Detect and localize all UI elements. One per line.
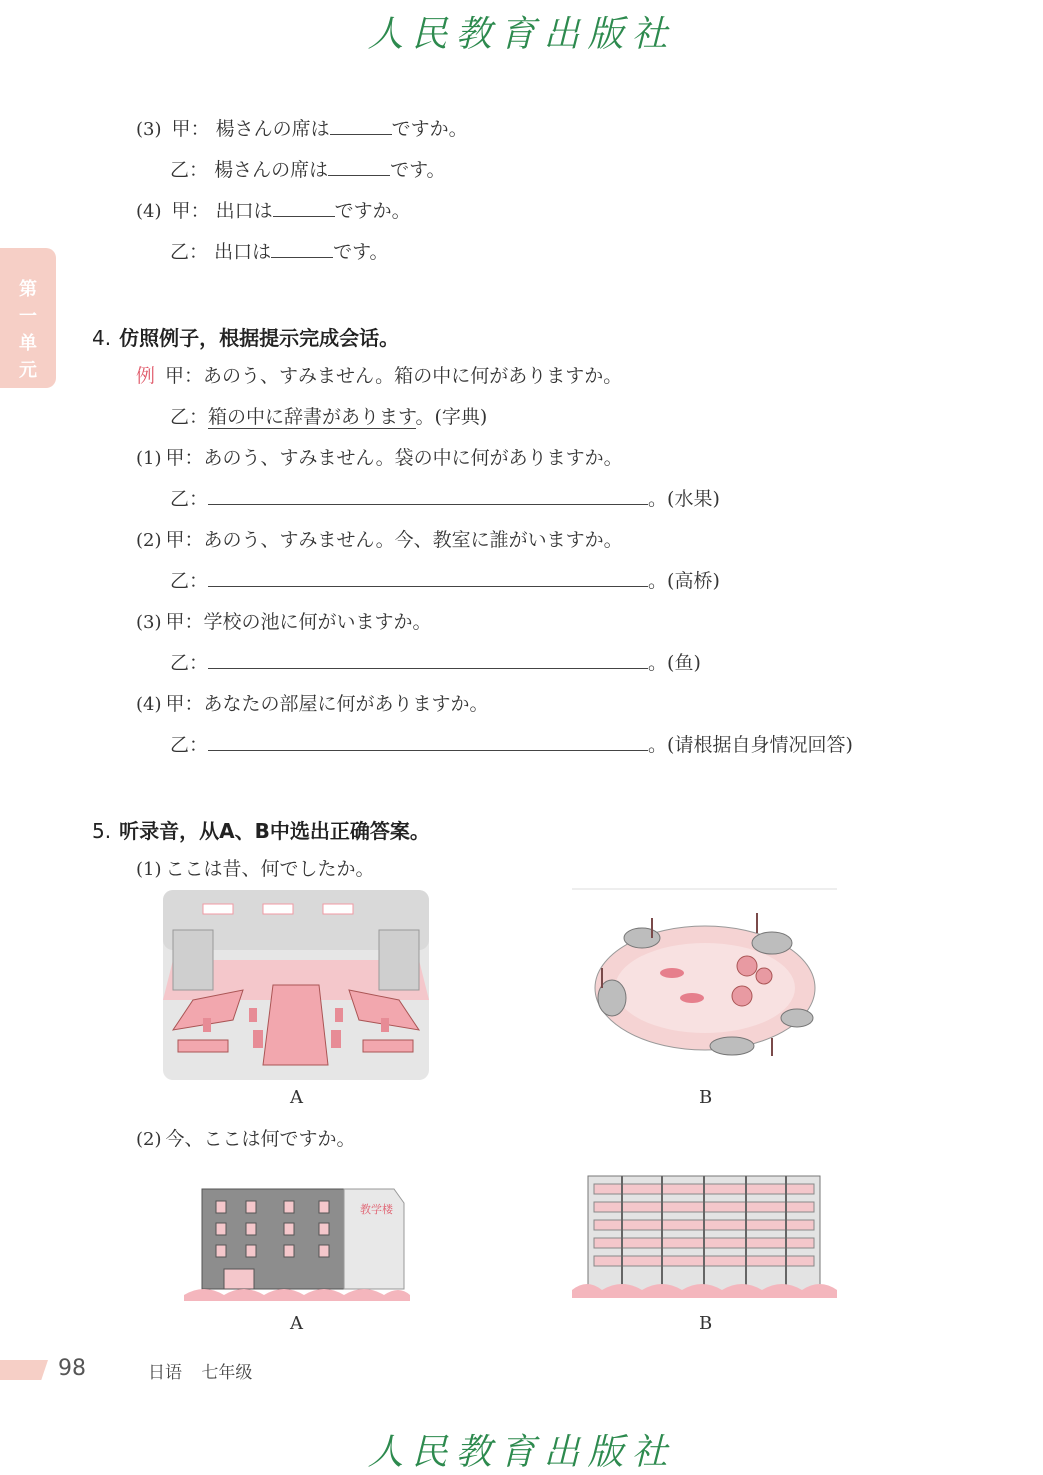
sentence-end: ですか。 <box>334 200 411 222</box>
speaker-label: 甲 <box>165 693 185 715</box>
q3-item-4-line-b: 乙： 出口は です。 <box>170 241 389 263</box>
item-number: (4) <box>136 201 162 222</box>
item-hint: 。(鱼) <box>648 652 701 674</box>
sentence-end: です。 <box>333 241 389 263</box>
unit-side-tab <box>0 248 56 388</box>
item-number: (1) <box>136 859 162 880</box>
building-sign: 教学楼 <box>360 1203 393 1216</box>
question-number: 4. <box>92 326 112 350</box>
q4-item-3-line-a: (3) 甲：学校の池に何がいますか。 <box>136 611 432 633</box>
example-question: あのう、すみません。箱の中に何がありますか。 <box>203 365 623 387</box>
sentence-end: ですか。 <box>391 118 468 140</box>
answer-blank[interactable] <box>208 650 648 669</box>
item-question: 今、ここは何ですか。 <box>165 1128 356 1150</box>
apartment-building-illustration[interactable] <box>572 1172 837 1300</box>
speaker-label: 乙 <box>170 652 190 674</box>
speaker-label: 乙 <box>170 734 190 756</box>
answer-blank[interactable] <box>208 486 648 505</box>
item-question: あのう、すみません。今、教室に誰がいますか。 <box>203 529 623 551</box>
q4-item-4-line-a: (4) 甲：あなたの部屋に何がありますか。 <box>136 693 489 715</box>
page-number: 98 <box>58 1356 86 1381</box>
item-number: (3) <box>136 119 162 140</box>
q4-item-1-line-a: (1) 甲：あのう、すみません。袋の中に何がありますか。 <box>136 447 623 469</box>
q3-item-4-line-a: (4) 甲： 出口は ですか。 <box>136 200 411 222</box>
item-number: (3) <box>136 612 162 633</box>
item-hint: 。(水果) <box>648 488 720 510</box>
publisher-logo: 人民教育出版社 <box>367 14 676 55</box>
item-number: (2) <box>136 1129 162 1150</box>
item-number: (4) <box>136 694 162 715</box>
question-title: 听录音，从A、B中选出正确答案。 <box>119 819 430 843</box>
teaching-building-illustration[interactable] <box>184 1183 410 1303</box>
item-hint: 。(请根据自身情况回答) <box>648 734 853 756</box>
example-answer: 箱の中に辞書があります <box>208 406 416 428</box>
item-number: (2) <box>136 530 162 551</box>
cafeteria-illustration[interactable] <box>163 890 429 1080</box>
speaker-label: 乙 <box>170 406 190 428</box>
unit-side-tab-label: 第一单元 <box>19 279 37 381</box>
q4-example-line-b: 乙：箱の中に辞書があります。(字典) <box>170 406 488 428</box>
sentence-end: です。 <box>390 159 446 181</box>
q5-item-2-question <box>136 1126 356 1153</box>
q4-item-2-line-b: 乙： 。(高桥) <box>170 570 720 592</box>
option-a-label: A <box>290 1087 303 1108</box>
item-hint: 。(高桥) <box>648 570 720 592</box>
item-question: あのう、すみません。袋の中に何がありますか。 <box>203 447 623 469</box>
answer-blank[interactable] <box>328 157 390 176</box>
pond-illustration[interactable] <box>572 888 837 1078</box>
q4-item-2-line-a: (2) 甲：あのう、すみません。今、教室に誰がいますか。 <box>136 529 623 551</box>
speaker-label: 乙 <box>170 159 190 181</box>
footer-accent-bar <box>0 1360 48 1380</box>
answer-blank[interactable] <box>273 198 335 217</box>
question-5-heading <box>92 815 430 844</box>
question-number: 5. <box>92 819 112 843</box>
q4-item-1-line-b: 乙： 。(水果) <box>170 488 720 510</box>
answer-blank[interactable] <box>271 239 333 258</box>
question-4-heading <box>92 322 399 351</box>
option-a-label: A <box>290 1313 303 1334</box>
answer-blank[interactable] <box>330 116 392 135</box>
item-number: (1) <box>136 448 162 469</box>
q5-item-1-question <box>136 856 375 883</box>
book-title: 日语 七年级 <box>148 1363 253 1383</box>
speaker-label: 乙 <box>170 241 190 263</box>
answer-blank[interactable] <box>208 732 648 751</box>
q4-example-line-a: 例 甲：あのう、すみません。箱の中に何がありますか。 <box>136 365 623 387</box>
speaker-label: 乙 <box>170 488 190 510</box>
q4-item-3-line-b: 乙： 。(鱼) <box>170 652 701 674</box>
example-label: 例 <box>136 365 156 387</box>
answer-blank[interactable] <box>208 568 648 587</box>
q3-item-3-line-a: (3) 甲： 楊さんの席は ですか。 <box>136 118 468 140</box>
sentence-start: 楊さんの席は <box>214 159 329 181</box>
sentence-start: 出口は <box>215 200 273 222</box>
item-question: 学校の池に何がいますか。 <box>203 611 432 633</box>
item-question: ここは昔、何でしたか。 <box>165 858 375 880</box>
speaker-label: 甲 <box>165 447 185 469</box>
option-b-label: B <box>699 1087 713 1108</box>
speaker-label: 甲 <box>165 611 185 633</box>
speaker-label: 甲 <box>165 529 185 551</box>
option-b-label: B <box>699 1313 713 1334</box>
speaker-label: 甲 <box>171 118 191 140</box>
q4-item-4-line-b: 乙： 。(请根据自身情况回答) <box>170 734 853 756</box>
sentence-start: 出口は <box>214 241 272 263</box>
item-question: あなたの部屋に何がありますか。 <box>203 693 489 715</box>
speaker-label: 乙 <box>170 570 190 592</box>
speaker-label: 甲 <box>171 200 191 222</box>
speaker-label: 甲 <box>165 365 185 387</box>
q3-item-3-line-b: 乙： 楊さんの席は です。 <box>170 159 446 181</box>
question-title: 仿照例子，根据提示完成会话。 <box>119 326 400 350</box>
publisher-logo-footer: 人民教育出版社 <box>367 1432 676 1473</box>
sentence-start: 楊さんの席は <box>215 118 330 140</box>
example-hint: 。(字典) <box>415 406 488 428</box>
